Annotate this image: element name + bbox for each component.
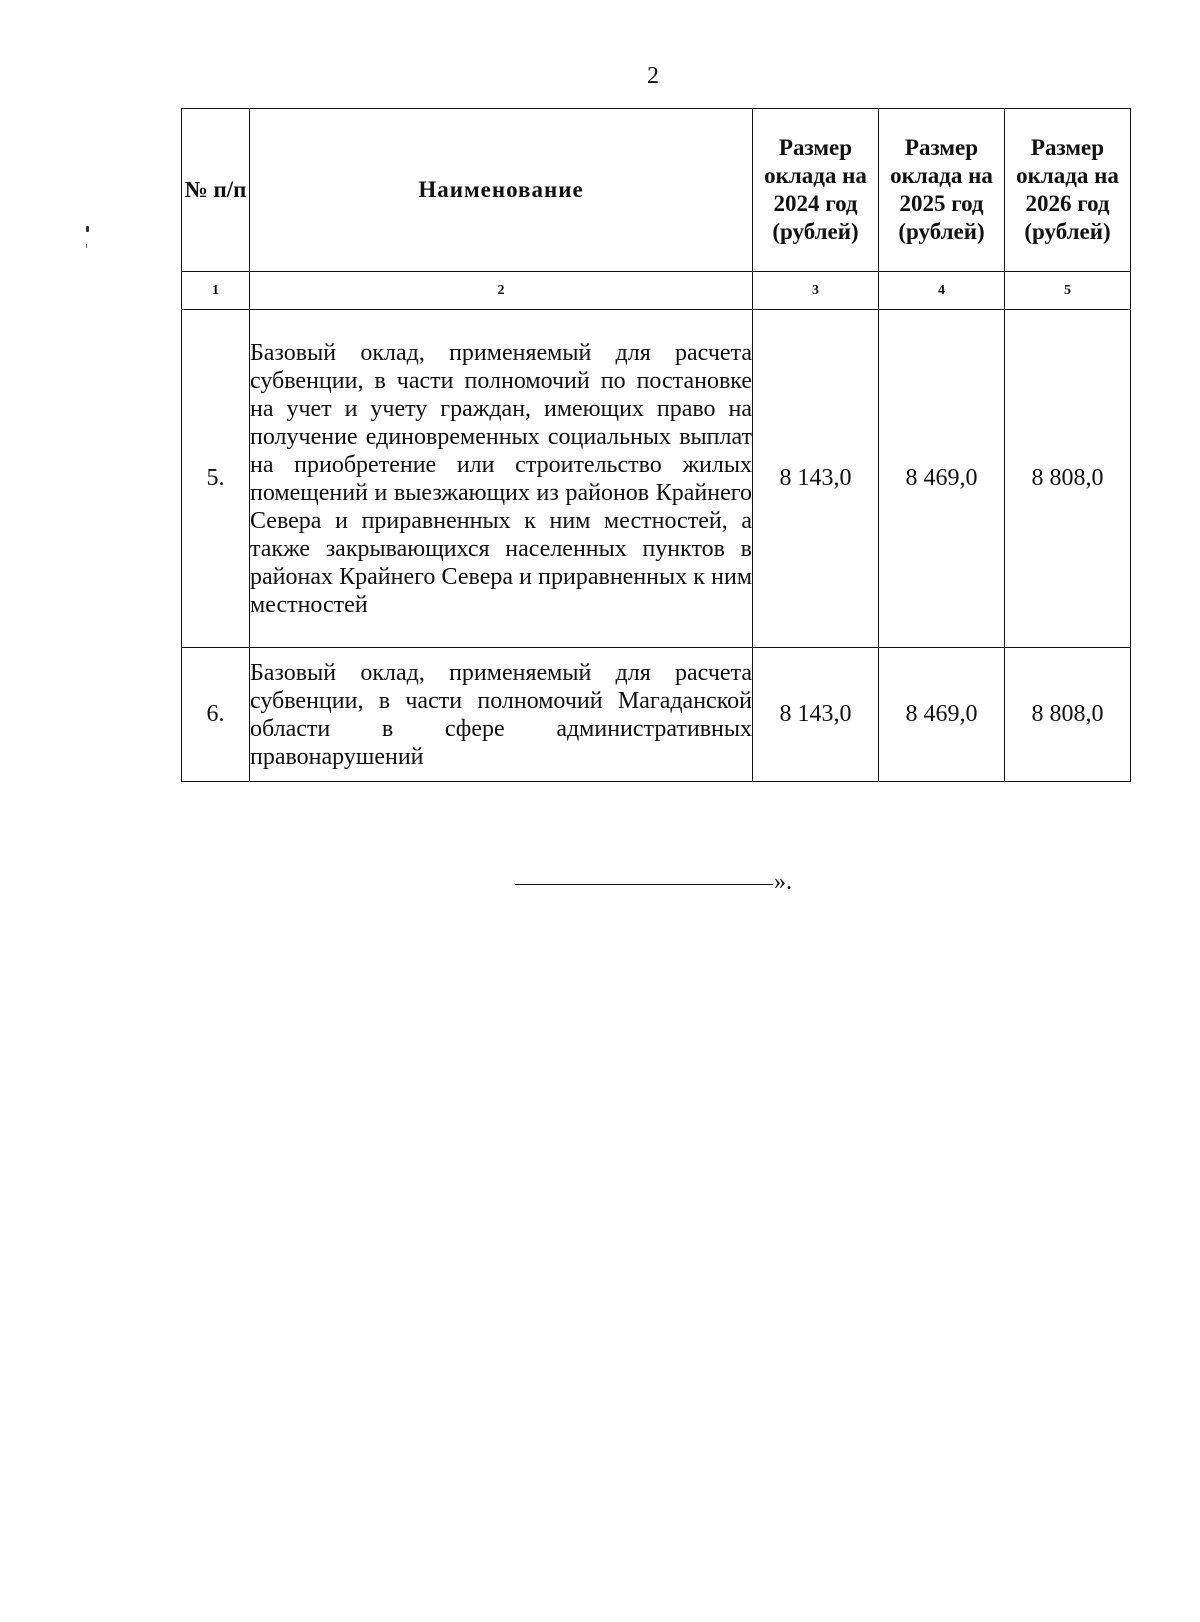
- table-index-row: [182, 272, 1131, 310]
- header-number: № п/п: [182, 109, 250, 272]
- row-value-2024: 8 143,0: [753, 648, 879, 782]
- table-header-row: [182, 109, 1131, 272]
- closing-rule: [515, 884, 773, 885]
- header-2024: Размер оклада на 2024 год (рублей): [753, 109, 879, 272]
- row-value-2024: 8 143,0: [753, 310, 879, 648]
- index-cell: 5: [1005, 272, 1131, 310]
- closing-quote: ».: [774, 869, 792, 895]
- index-cell: 3: [753, 272, 879, 310]
- scan-artifact: [86, 244, 87, 248]
- index-cell: 4: [879, 272, 1005, 310]
- row-value-2025: 8 469,0: [879, 310, 1005, 648]
- index-cell: 2: [250, 272, 753, 310]
- page-number: 2: [647, 63, 659, 89]
- row-name: Базовый оклад, применяемый для расчета субвенции, в части полномочий по постановке на учет и учету граждан, имеющих право на получение единовременных социальных выплат на приобретение или строительство жилых помещений и выезжающих из районов Крайнего Севера и приравненных к ним местностей, а также закрывающихся населенных пунктов в районах Крайнего Севера и приравненных к ним местностей: [250, 310, 753, 648]
- row-value-2026: 8 808,0: [1005, 310, 1131, 648]
- index-cell: 1: [182, 272, 250, 310]
- header-name: Наименование: [250, 109, 753, 272]
- row-value-2026: 8 808,0: [1005, 648, 1131, 782]
- salary-table: [181, 108, 1131, 782]
- row-number: 5.: [182, 310, 250, 648]
- header-2026: Размер оклада на 2026 год (рублей): [1005, 109, 1131, 272]
- row-value-2025: 8 469,0: [879, 648, 1005, 782]
- row-name: Базовый оклад, применяемый для расчета субвенции, в части полномочий Магаданской области в сфере административных правонарушений: [250, 648, 753, 782]
- table-row: [182, 648, 1131, 782]
- scan-artifact: [86, 226, 89, 232]
- row-number: 6.: [182, 648, 250, 782]
- header-2025: Размер оклада на 2025 год (рублей): [879, 109, 1005, 272]
- table-row: [182, 310, 1131, 648]
